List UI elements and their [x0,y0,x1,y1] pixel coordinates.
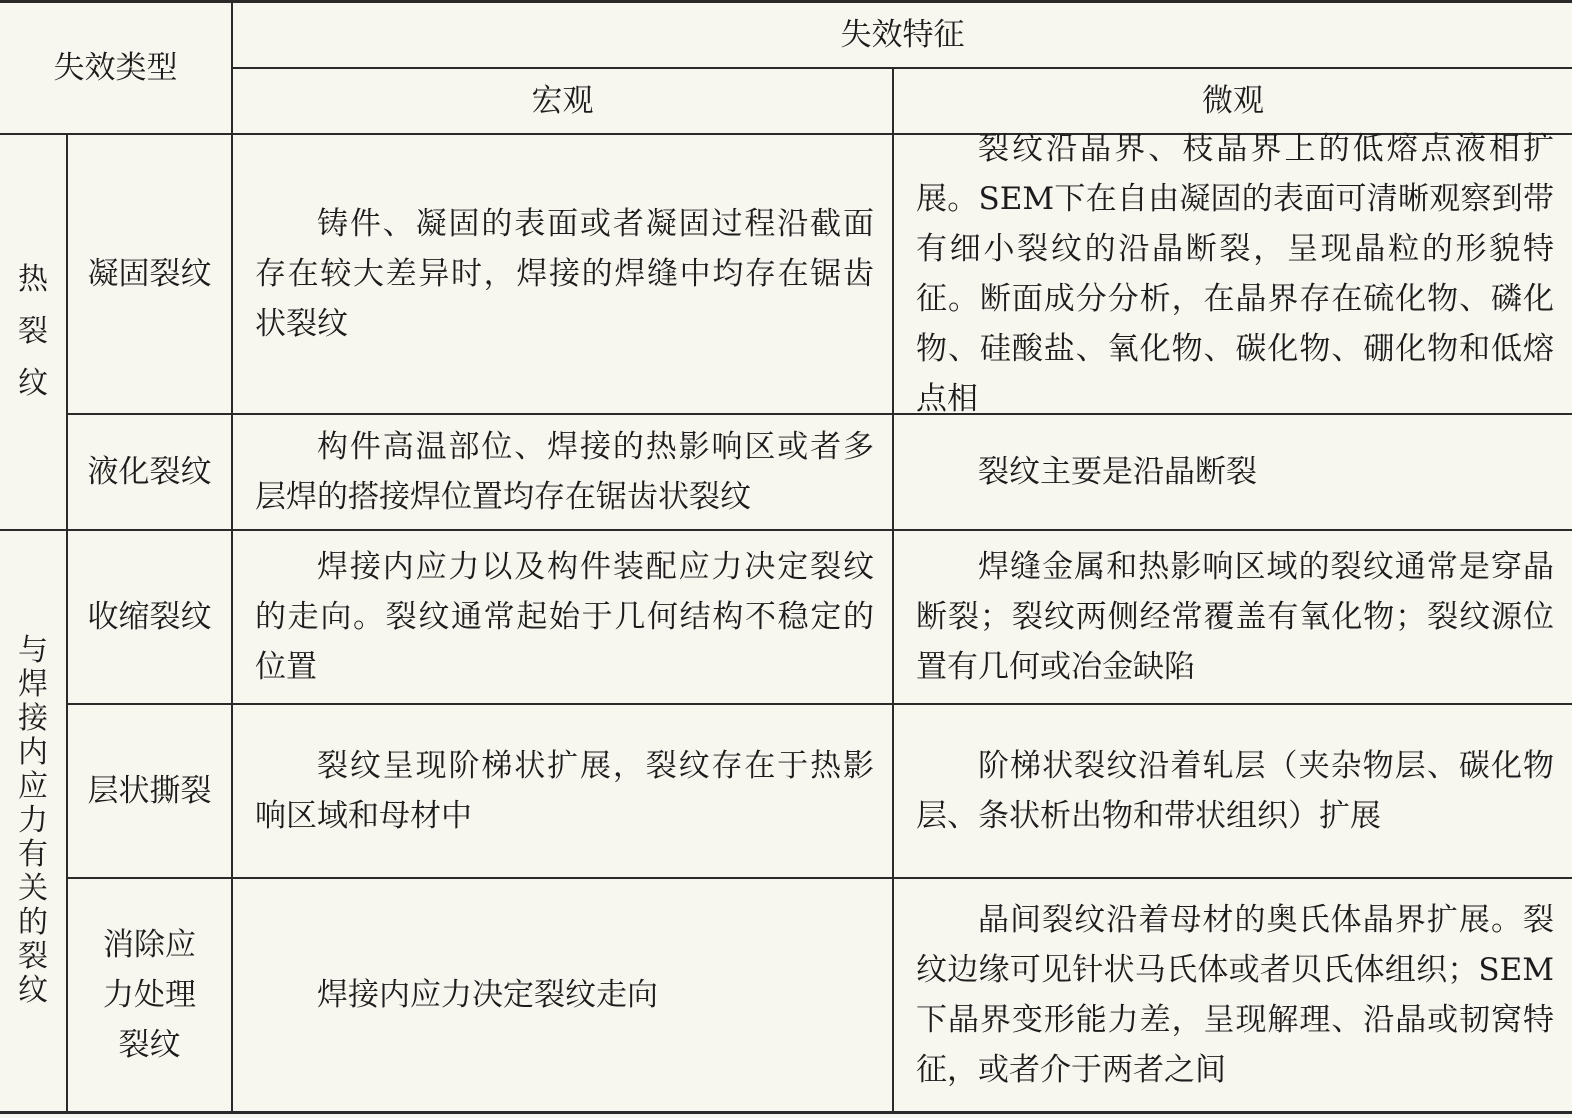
macro-text: 铸件、凝固的表面或者凝固过程沿截面存在较大差异时，焊接的焊缝中均存在锯齿状裂纹 [255,206,874,342]
macro-cell [233,531,892,703]
type-text: 凝固裂纹 [87,256,212,292]
macro-text: 焊接内应力以及构件装配应力决定裂纹的走向。裂纹通常起始于几何结构不稳定的位置 [255,549,874,685]
type-text: 收缩裂纹 [87,599,212,635]
header-failure-features-text: 失效特征 [840,17,965,53]
macro-cell [233,705,892,877]
bottom-rule [0,1111,1572,1114]
header-failure-type [0,3,231,133]
header-failure-features [233,3,1572,67]
header-micro-text: 微观 [1202,83,1264,119]
type-text: 液化裂纹 [87,454,212,490]
group-label-hot-crack-text: 热裂纹 [18,262,48,401]
micro-cell [894,415,1572,529]
micro-text: 裂纹沿晶界、枝晶界上的低熔点液相扩展。SEM下在自由凝固的表面可清晰观察到带有细小裂纹的沿晶断裂，呈现晶粒的形貌特征。断面成分分析，在晶界存在硫化物、磷化物、硅酸盐、氧化物、碳化物、硼化物和低熔点相 [916,131,1554,417]
group-label-weld-stress-crack [0,531,66,1111]
header-macro [233,69,892,133]
header-failure-type-text: 失效类型 [53,50,178,86]
micro-text: 焊缝金属和热影响区域的裂纹通常是穿晶断裂；裂纹两侧经常覆盖有氧化物；裂纹源位置有几何或冶金缺陷 [916,549,1554,685]
type-cell [68,135,231,413]
macro-cell [233,415,892,529]
micro-cell [894,879,1572,1111]
macro-text: 焊接内应力决定裂纹走向 [317,977,658,1013]
type-text: 消除应力处理裂纹 [103,927,196,1063]
macro-text: 裂纹呈现阶梯状扩展，裂纹存在于热影响区域和母材中 [255,748,874,834]
micro-cell [894,531,1572,703]
type-cell [68,705,231,877]
micro-cell [894,705,1572,877]
micro-text: 阶梯状裂纹沿着轧层（夹杂物层、碳化物层、条状析出物和带状组织）扩展 [916,748,1554,834]
micro-text: 晶间裂纹沿着母材的奥氏体晶界扩展。裂纹边缘可见针状马氏体或者贝氏体组织；SEM下晶界变形能力差，呈现解理、沿晶或韧窝特征，或者介于两者之间 [916,902,1554,1088]
micro-text: 裂纹主要是沿晶断裂 [978,454,1257,490]
group-label-weld-stress-crack-text: 与焊接内应力有关的裂纹 [18,633,48,1008]
macro-text: 构件高温部位、焊接的热影响区或者多层焊的搭接焊位置均存在锯齿状裂纹 [255,429,874,515]
type-cell [68,531,231,703]
micro-cell [894,131,1572,417]
macro-cell [233,135,892,413]
macro-cell [233,879,892,1111]
type-cell [68,879,231,1111]
type-text: 层状撕裂 [87,773,212,809]
type-cell [68,415,231,529]
group-label-hot-crack [0,135,66,529]
header-macro-text: 宏观 [531,83,594,119]
